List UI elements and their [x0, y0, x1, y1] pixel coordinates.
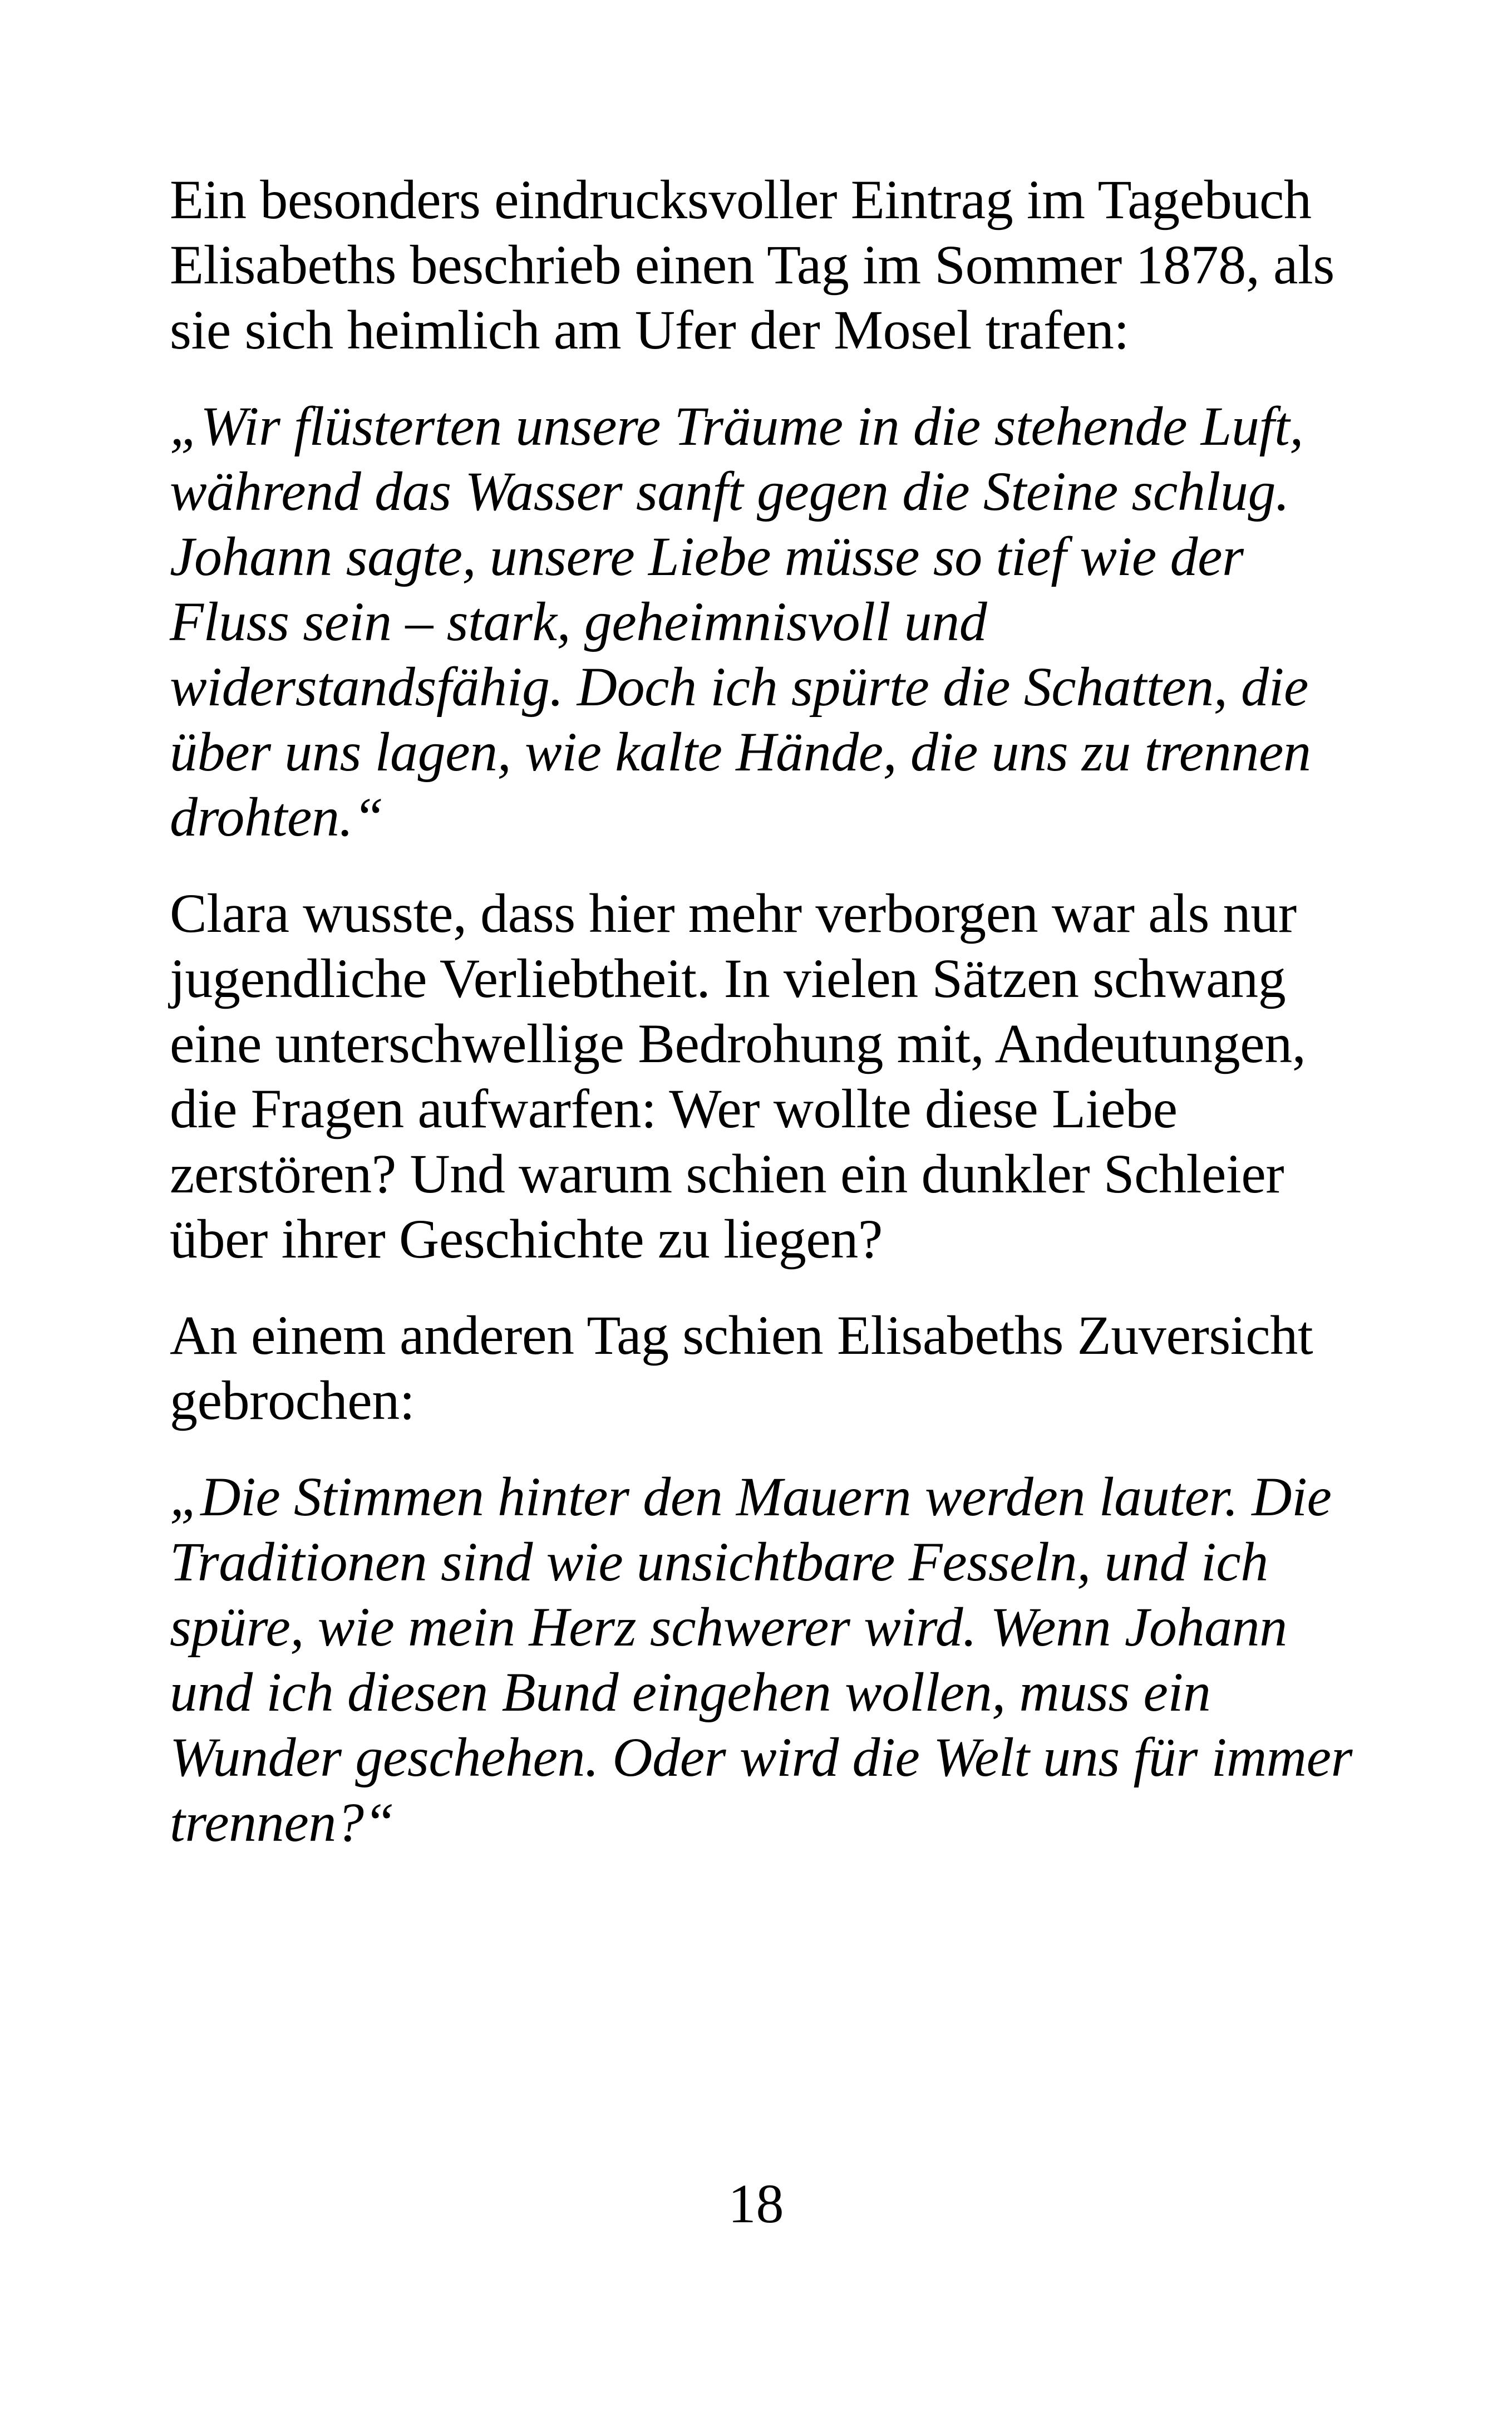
paragraph-another-day: An einem anderen Tag schien Elisabeths Zuversicht gebrochen:: [170, 1304, 1313, 1431]
body-text: [170, 167, 1372, 1886]
diary-quote-walls: „Die Stimmen hinter den Mauern werden lauter. Die Traditionen sind wie unsichtbare Fesseln, und ich spüre, wie mein Herz schwerer wird. Wenn Johann und ich diesen Bund eingehen wollen, muss ein Wunder geschehen. Oder wird die Welt uns für immer trennen?“: [170, 1466, 1353, 1853]
diary-quote-moselle: „Wir flüsterten unsere Träume in die stehende Luft, während das Wasser sanft gegen die Steine schlug. Johann sagte, unsere Liebe müsse so tief wie der Fluss sein – stark, geheimnisvoll und widerstandsfähig. Doch ich spürte die Schatten, die über uns lagen, wie kalte Hände, die uns zu trennen drohten.“: [170, 395, 1311, 848]
paragraph-intro: Ein besonders eindrucksvoller Eintrag im Tagebuch Elisabeths beschrieb einen Tag im Sommer 1878, als sie sich heimlich am Ufer der Mosel trafen:: [170, 169, 1334, 361]
paragraph-clara: Clara wusste, dass hier mehr verborgen war als nur jugendliche Verliebtheit. In vielen Sätzen schwang eine unterschwellige Bedrohung mit, Andeutungen, die Fragen aufwarfen: Wer wollte diese Liebe zerstören? Und warum schien ein dunkler Schleier über ihrer Geschichte zu liegen?: [170, 882, 1306, 1270]
page-number: 18: [728, 2173, 784, 2234]
